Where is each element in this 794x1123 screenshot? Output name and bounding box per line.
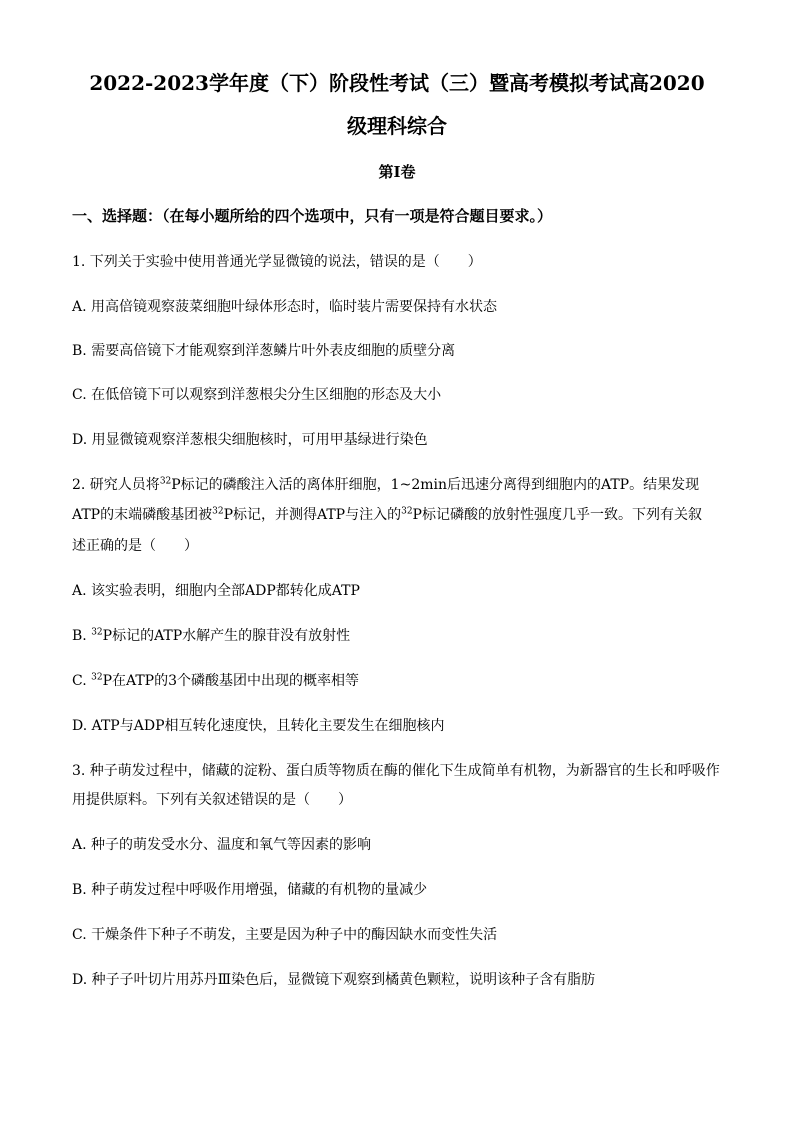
question-2-option-b: B. $^{32}$P标记的ATP水解产生的腺苷没有放射性 — [72, 627, 351, 644]
question-2-stem-line-1: 2. 研究人员将$^{32}$P标记的磷酸注入活的离体肝细胞，1~2min后迅速分离得到细胞内的ATP。结果发现 — [72, 476, 700, 493]
question-3-stem-line-2: 用提供原料。下列有关叙述错误的是（ ） — [72, 792, 352, 808]
question-2-option-c: C. $^{32}$P在ATP的3个磷酸基团中出现的概率相等 — [72, 672, 360, 689]
question-1-option-a: A. 用高倍镜观察菠菜细胞叶绿体形态时，临时装片需要保持有水状态 — [72, 299, 498, 315]
question-2-stem-line-3: 述正确的是（ ） — [72, 538, 198, 554]
section-heading: 一、选择题：（在每小题所给的四个选项中，只有一项是符合题目要求。） — [72, 207, 553, 225]
exam-title-line-1: 2022-2023学年度（下）阶段性考试（三）暨高考模拟考试高2020 — [89, 71, 705, 95]
question-1-option-b: B. 需要高倍镜下才能观察到洋葱鳞片叶外表皮细胞的质壁分离 — [72, 343, 456, 359]
question-1-option-d: D. 用显微镜观察洋葱根尖细胞核时，可用甲基绿进行染色 — [72, 432, 428, 448]
question-2-stem-line-2: ATP的末端磷酸基团被$^{32}$P标记，并测得ATP与注入的$^{32}$P标记磷酸的放射性强度几乎一致。下列有关叙 — [72, 506, 702, 523]
question-2-option-a: A. 该实验表明，细胞内全部ADP都转化成ATP — [72, 583, 360, 599]
question-3-stem-line-1: 3. 种子萌发过程中，储藏的淀粉、蛋白质等物质在酶的催化下生成简单有机物，为新器官的生长和呼吸作 — [72, 763, 720, 779]
question-3-option-c: C. 干燥条件下种子不萌发，主要是因为种子中的酶因缺水而变性失活 — [72, 927, 498, 943]
question-2-option-d: D. ATP与ADP相互转化速度快，且转化主要发生在细胞核内 — [72, 718, 445, 734]
question-1-stem: 1. 下列关于实验中使用普通光学显微镜的说法，错误的是（ ） — [72, 254, 482, 270]
exam-title-line-2: 级理科综合 — [347, 114, 447, 138]
question-1-option-c: C. 在低倍镜下可以观察到洋葱根尖分生区细胞的形态及大小 — [72, 387, 442, 403]
volume-heading: 第I卷 — [378, 163, 416, 181]
question-3-option-a: A. 种子的萌发受水分、温度和氧气等因素的影响 — [72, 837, 372, 853]
question-3-option-b: B. 种子萌发过程中呼吸作用增强，储藏的有机物的量减少 — [72, 882, 428, 898]
question-3-option-d: D. 种子子叶切片用苏丹Ⅲ染色后，显微镜下观察到橘黄色颗粒，说明该种子含有脂肪 — [72, 972, 596, 988]
